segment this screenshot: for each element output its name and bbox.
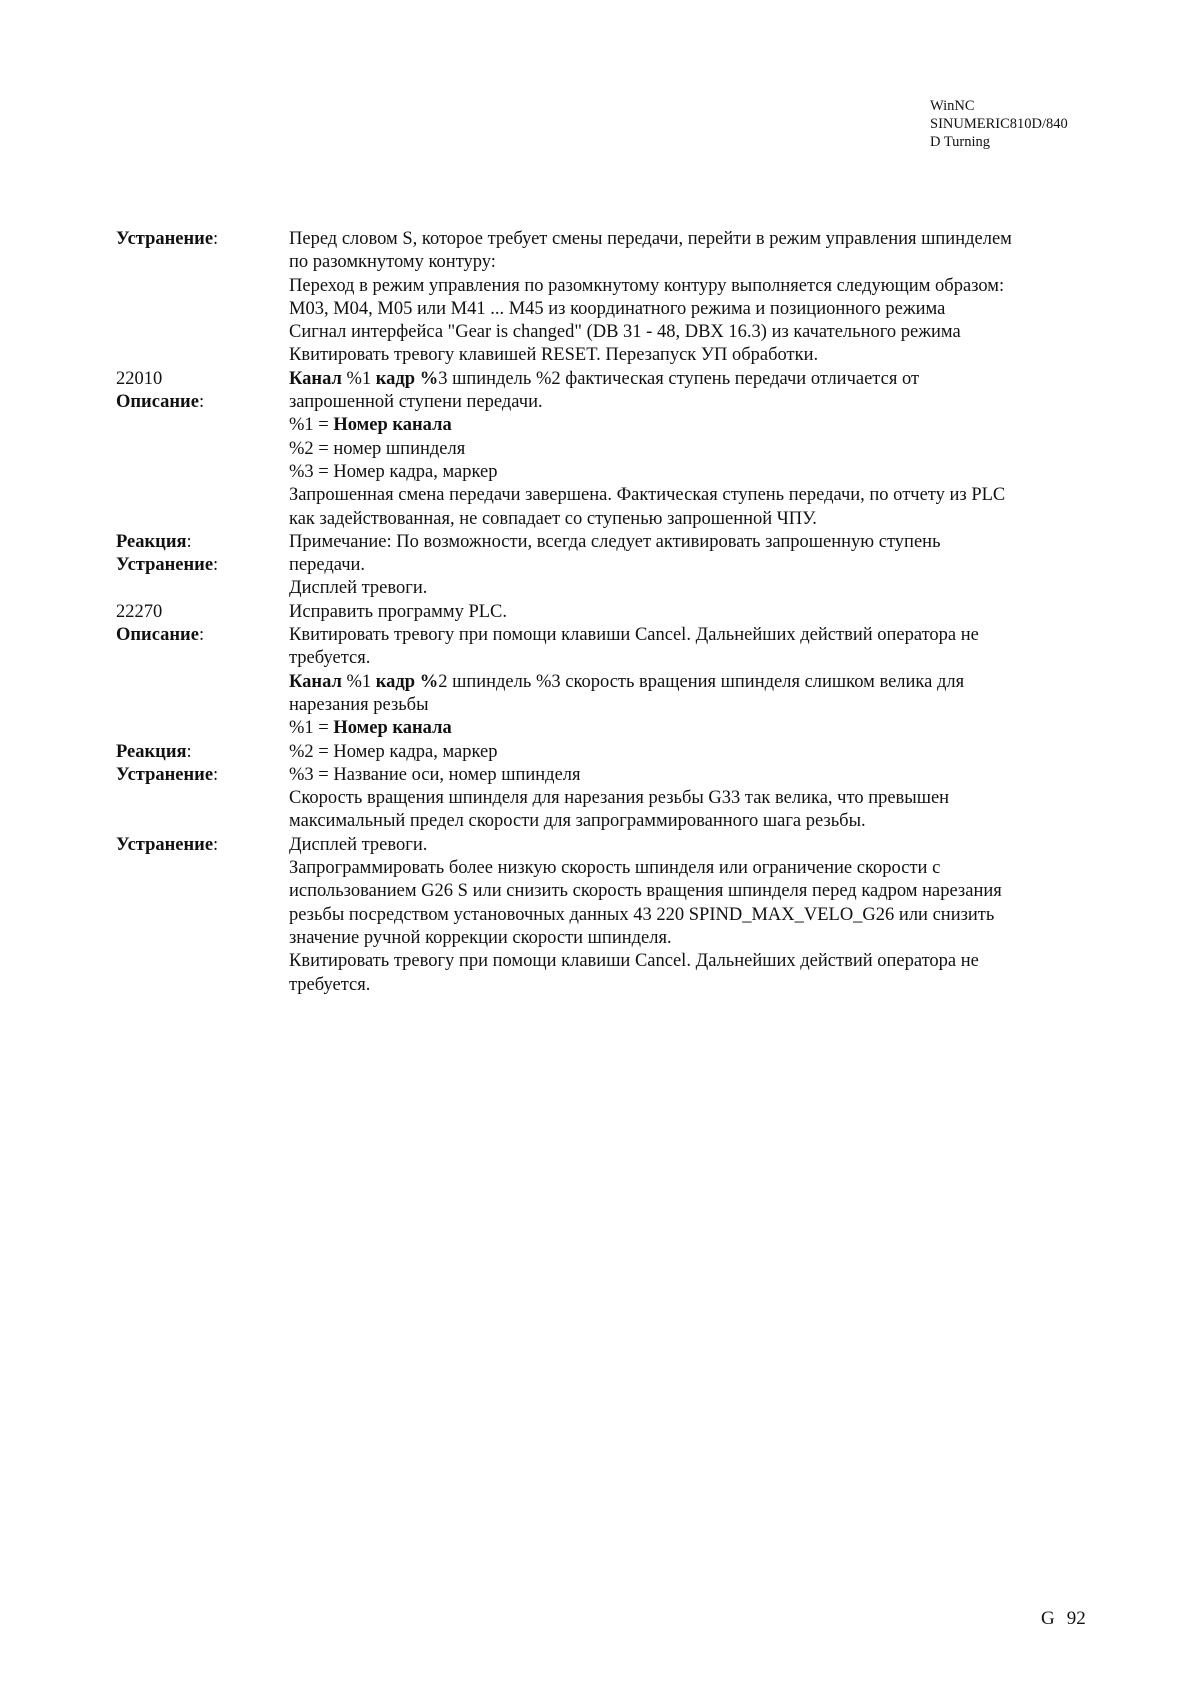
page-header xyxy=(930,97,1068,151)
param-line: %3 = Номер кадра, маркер xyxy=(289,461,1099,484)
label-description: Описание: xyxy=(116,391,276,414)
text-line: использованием G26 S или снизить скорость вращения шпинделя перед кадром нарезания xyxy=(289,880,1099,903)
text-line: Запрограммировать более низкую скорость шпинделя или ограничение скорости с xyxy=(289,857,1099,880)
text-line: требуется. xyxy=(289,974,1099,997)
alarm-number: 22010 xyxy=(116,368,276,391)
label-reaction: Реакция: xyxy=(116,741,276,764)
param-line: %1 = Номер канала xyxy=(289,414,1099,437)
text-line: Дисплей тревоги. xyxy=(289,577,1099,600)
header-product: WinNC xyxy=(930,97,1068,115)
header-mode: D Turning xyxy=(930,133,1068,151)
text-line: Сигнал интерфейса "Gear is changed" (DB 31 - 48, DBX 16.3) из качательного режима xyxy=(289,321,1099,344)
footer-section: G xyxy=(1041,1608,1055,1629)
text-line: Исправить программу PLC. xyxy=(289,601,1099,624)
text-column xyxy=(289,228,1099,997)
text-line: Дисплей тревоги. xyxy=(289,834,1099,857)
text-line: значение ручной коррекции скорости шпинделя. xyxy=(289,927,1099,950)
text-line: Запрошенная смена передачи завершена. Фактическая ступень передачи, по отчету из PLC xyxy=(289,484,1099,507)
alarm-title: Канал %1 кадр %2 шпиндель %3 скорость вращения шпинделя слишком велика для xyxy=(289,671,1099,694)
text-line: запрошенной ступени передачи. xyxy=(289,391,1099,414)
label-remedy: Устранение: xyxy=(116,764,276,787)
text-line: требуется. xyxy=(289,647,1099,670)
param-line: %1 = Номер канала xyxy=(289,717,1099,740)
text-line: максимальный предел скорости для запрограммированного шага резьбы. xyxy=(289,810,1099,833)
text-line: Квитировать тревогу при помощи клавиши Cancel. Дальнейших действий оператора не xyxy=(289,624,1099,647)
text-line: Квитировать тревогу при помощи клавиши Cancel. Дальнейших действий оператора не xyxy=(289,950,1099,973)
param-line: %2 = Номер кадра, маркер xyxy=(289,741,1099,764)
page-footer xyxy=(1041,1608,1086,1630)
page-number: 92 xyxy=(1067,1608,1086,1629)
label-remedy: Устранение: xyxy=(116,554,276,577)
text-line: как задействованная, не совпадает со ступенью запрошенной ЧПУ. xyxy=(289,508,1099,531)
text-line: Переход в режим управления по разомкнутому контуру выполняется следующим образом: xyxy=(289,275,1099,298)
text-line: резьбы посредством установочных данных 43 220 SPIND_MAX_VELO_G26 или снизить xyxy=(289,904,1099,927)
text-line: Скорость вращения шпинделя для нарезания резьбы G33 так велика, что превышен xyxy=(289,787,1099,810)
text-line: Квитировать тревогу клавишей RESET. Перезапуск УП обработки. xyxy=(289,344,1099,367)
label-remedy: Устранение: xyxy=(116,228,276,251)
text-line: M03, M04, M05 или M41 ... M45 из координатного режима и позиционного режима xyxy=(289,298,1099,321)
label-description: Описание: xyxy=(116,624,276,647)
header-controller: SINUMERIC810D/840 xyxy=(930,115,1068,133)
alarm-title: Канал %1 кадр %3 шпиндель %2 фактическая ступень передачи отличается от xyxy=(289,368,1099,391)
text-line: передачи. xyxy=(289,554,1099,577)
text-line: нарезания резьбы xyxy=(289,694,1099,717)
param-line: %2 = номер шпинделя xyxy=(289,438,1099,461)
label-column xyxy=(116,228,276,857)
text-line: по разомкнутому контуру: xyxy=(289,251,1099,274)
text-line: Перед словом S, которое требует смены передачи, перейти в режим управления шпинделем xyxy=(289,228,1099,251)
label-reaction: Реакция: xyxy=(116,531,276,554)
param-line: %3 = Название оси, номер шпинделя xyxy=(289,764,1099,787)
text-line: Примечание: По возможности, всегда следует активировать запрошенную ступень xyxy=(289,531,1099,554)
alarm-number: 22270 xyxy=(116,601,276,624)
label-remedy: Устранение: xyxy=(116,834,276,857)
